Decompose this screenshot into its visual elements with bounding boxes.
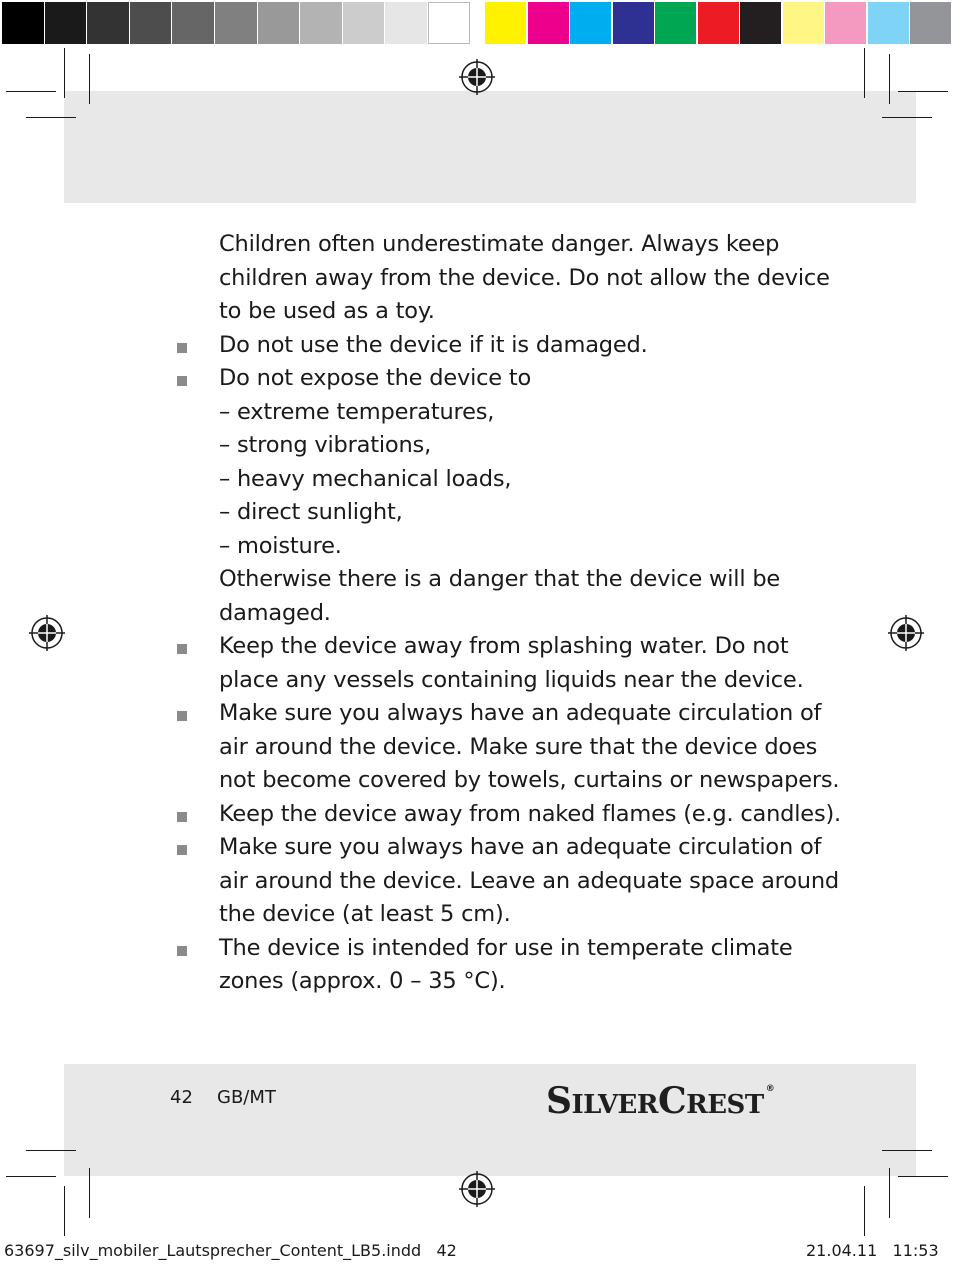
line-text: damaged. <box>219 599 331 626</box>
line-text: – moisture. <box>219 532 342 559</box>
line-text: air around the device. Leave an adequate space around <box>219 867 840 894</box>
slug-datetime: 21.04.11 11:53 <box>806 1241 939 1260</box>
square-bullet-icon <box>177 812 187 822</box>
color-swatch <box>783 2 824 44</box>
color-swatch <box>655 2 696 44</box>
line-text: – heavy mechanical loads, <box>219 465 512 492</box>
line-text: Make sure you always have an adequate circulation of <box>219 700 822 726</box>
color-swatch <box>613 2 654 44</box>
line-text: Make sure you always have an adequate circulation of <box>219 834 822 860</box>
line-text: the device (at least 5 cm). <box>219 901 511 927</box>
color-swatch <box>910 2 951 44</box>
square-bullet-icon <box>177 343 187 353</box>
square-bullet-icon <box>177 946 187 956</box>
registration-mark-icon <box>459 59 495 95</box>
line-text: not become covered by towels, curtains or newspapers. <box>219 767 840 793</box>
bullet-item <box>170 697 822 731</box>
line-text: – extreme temperatures, <box>219 398 495 425</box>
square-bullet-icon <box>177 845 187 855</box>
dash-item <box>170 463 790 497</box>
line-text: Otherwise there is a danger that the device will be <box>219 566 781 592</box>
text-line <box>170 664 804 698</box>
gray-swatch <box>343 2 385 44</box>
language-code: GB/MT <box>217 1087 276 1108</box>
gray-swatch <box>385 2 427 44</box>
line-text: – direct sunlight, <box>219 499 403 525</box>
text-line <box>170 295 790 329</box>
text-line <box>170 228 790 262</box>
header-panel <box>64 91 916 203</box>
color-swatch <box>825 2 866 44</box>
square-bullet-icon <box>177 376 187 386</box>
gray-swatch <box>258 2 300 44</box>
text-line <box>170 563 790 597</box>
line-text: place any vessels containing liquids near the device. <box>219 666 804 693</box>
bullet-item <box>170 630 790 664</box>
bullet-item <box>170 831 822 865</box>
line-text: Keep the device away from splashing water. Do not <box>219 633 789 659</box>
text-line <box>170 262 830 296</box>
dash-item <box>170 396 790 430</box>
gray-swatch <box>172 2 214 44</box>
silvercrest-logo: SILVERCREST® <box>546 1080 775 1122</box>
registration-mark-icon <box>29 615 65 651</box>
footer-panel <box>64 1064 916 1176</box>
line-text: children away from the device. Do not allow the device <box>219 264 830 291</box>
square-bullet-icon <box>177 644 187 654</box>
line-text: Keep the device away from naked flames (e.g. candles). <box>219 800 842 827</box>
gray-swatch <box>2 2 44 44</box>
bullet-item <box>170 329 790 363</box>
registration-mark-icon <box>459 1171 495 1207</box>
bullet-item <box>170 798 842 832</box>
line-text: air around the device. Make sure that the device does <box>219 733 818 760</box>
color-swatch <box>740 2 781 44</box>
color-swatch <box>570 2 611 44</box>
text-line <box>170 764 840 798</box>
line-text: – strong vibrations, <box>219 432 432 458</box>
gray-swatch <box>428 2 470 44</box>
text-line <box>170 898 790 932</box>
gray-swatch <box>300 2 342 44</box>
square-bullet-icon <box>177 711 187 721</box>
bullet-item <box>170 932 793 966</box>
text-line <box>170 597 790 631</box>
dash-item <box>170 530 790 564</box>
line-text: Children often underestimate danger. Always keep <box>219 231 780 257</box>
line-text: zones (approx. 0 – 35 °C). <box>219 968 506 994</box>
page-number: 42 <box>170 1087 193 1108</box>
line-text: to be used as a toy. <box>219 298 435 324</box>
color-swatch <box>698 2 739 44</box>
slug-filename: 63697_silv_mobiler_Lautsprecher_Content_LB5.indd 42 <box>4 1241 457 1260</box>
text-line <box>170 965 790 999</box>
color-swatch <box>528 2 569 44</box>
dash-item <box>170 429 790 463</box>
line-text: Do not expose the device to <box>219 365 532 391</box>
safety-instructions <box>170 228 842 999</box>
color-swatch <box>485 2 526 44</box>
line-text: The device is intended for use in temperate climate <box>219 934 793 961</box>
dash-item <box>170 496 790 530</box>
gray-swatch <box>130 2 172 44</box>
gray-swatch <box>45 2 87 44</box>
text-line <box>170 731 818 765</box>
gray-swatch <box>215 2 257 44</box>
text-line <box>170 865 840 899</box>
registration-mark-icon <box>888 615 924 651</box>
gray-swatch <box>87 2 129 44</box>
bullet-item <box>170 362 790 396</box>
color-swatch <box>868 2 909 44</box>
line-text: Do not use the device if it is damaged. <box>219 331 648 358</box>
